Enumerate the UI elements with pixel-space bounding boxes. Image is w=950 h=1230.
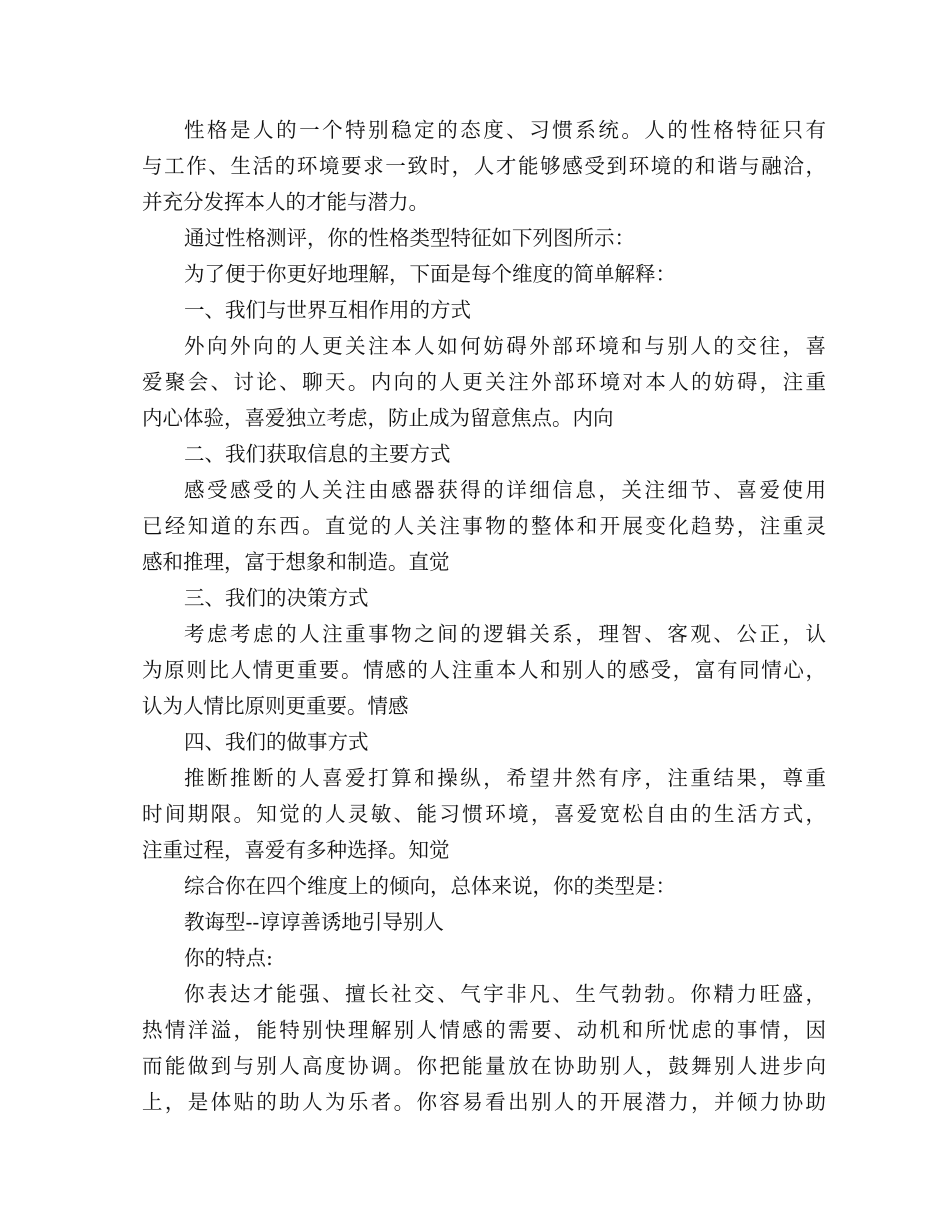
text-line: 上，是体贴的助人为乐者。你容易看出别人的开展潜力，并倾力协助 — [142, 1090, 826, 1114]
text-line: 一、我们与世界互相作用的方式 — [184, 298, 471, 322]
text-line: 为原则比人情更重要。情感的人注重本人和别人的感受，富有同情心， — [142, 658, 826, 682]
text-line: 你表达才能强、擅长社交、气宇非凡、生气勃勃。你精力旺盛， — [184, 982, 826, 1006]
text-line: 推断推断的人喜爱打算和操纵，希望井然有序，注重结果，尊重 — [184, 766, 826, 790]
text-line: 教诲型--谆谆善诱地引导别人 — [184, 910, 444, 934]
text-line: 感受感受的人关注由感器获得的详细信息，关注细节、喜爱使用 — [184, 478, 826, 502]
text-line: 综合你在四个维度上的倾向，总体来说，你的类型是： — [184, 874, 676, 898]
text-line: 爱聚会、讨论、聊天。内向的人更关注外部环境对本人的妨碍，注重 — [142, 370, 826, 394]
text-line: 认为人情比原则更重要。情感 — [142, 694, 409, 718]
text-line: 与工作、生活的环境要求一致时，人才能够感受到环境的和谐与融洽， — [142, 154, 826, 178]
text-line: 四、我们的做事方式 — [184, 730, 369, 754]
text-line: 三、我们的决策方式 — [184, 586, 369, 610]
text-line: 通过性格测评，你的性格类型特征如下列图所示： — [184, 226, 635, 250]
text-line: 外向外向的人更关注本人如何妨碍外部环境和与别人的交往，喜 — [184, 334, 826, 358]
text-line: 注重过程，喜爱有多种选择。知觉 — [142, 838, 450, 862]
text-line: 时间期限。知觉的人灵敏、能习惯环境，喜爱宽松自由的生活方式， — [142, 802, 826, 826]
text-line: 而能做到与别人高度协调。你把能量放在协助别人，鼓舞别人进步向 — [142, 1054, 826, 1078]
text-line: 你的特点: — [184, 946, 273, 970]
text-line: 内心体验，喜爱独立考虑，防止成为留意焦点。内向 — [142, 406, 614, 430]
text-line: 感和推理，富于想象和制造。直觉 — [142, 550, 450, 574]
text-line: 热情洋溢，能特别快理解别人情感的需要、动机和所忧虑的事情，因 — [142, 1018, 826, 1042]
text-line: 性格是人的一个特别稳定的态度、习惯系统。人的性格特征只有 — [184, 118, 826, 142]
text-line: 并充分发挥本人的才能与潜力。 — [142, 190, 429, 214]
text-line: 已经知道的东西。直觉的人关注事物的整体和开展变化趋势，注重灵 — [142, 514, 826, 538]
text-line: 为了便于你更好地理解，下面是每个维度的简单解释： — [184, 262, 676, 286]
text-line: 考虑考虑的人注重事物之间的逻辑关系，理智、客观、公正，认 — [184, 622, 826, 646]
document-body — [142, 112, 826, 1120]
text-line: 二、我们获取信息的主要方式 — [184, 442, 451, 466]
